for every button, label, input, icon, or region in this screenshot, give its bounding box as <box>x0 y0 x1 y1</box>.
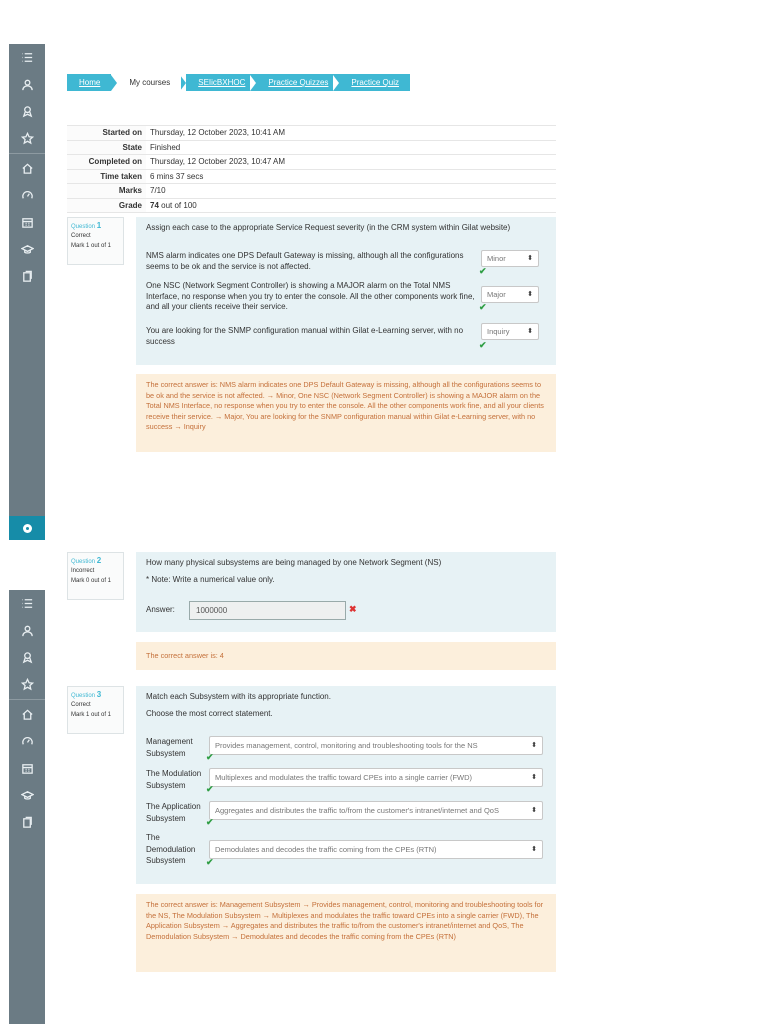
calendar-icon[interactable] <box>9 209 45 236</box>
select-arrow-icon: ⬍ <box>531 774 537 781</box>
incorrect-icon: ✖ <box>349 604 357 614</box>
sidebar-nav-2 <box>9 590 45 1024</box>
question-number: Question 3 <box>71 690 102 699</box>
check-icon: ✔ <box>206 817 214 827</box>
question-2-content <box>136 552 556 632</box>
question-1-info <box>67 217 124 265</box>
answer-row <box>146 601 546 621</box>
check-icon: ✔ <box>479 340 487 350</box>
question-3-content <box>136 686 556 884</box>
list-icon[interactable] <box>9 590 45 617</box>
breadcrumb-practice-quizzes[interactable]: Practice Quizzes <box>256 74 339 91</box>
table-row: Time taken 6 mins 37 secs <box>67 169 556 184</box>
function-select[interactable]: Multiplexes and modulates the traffic toward CPEs into a single carrier (FWD) ⬍ <box>209 768 543 787</box>
match-row: The Application Subsystem Aggregates and distributes the traffic to/from the customer's intranet/internet and QoS ⬍ ✔ <box>146 801 546 831</box>
dashboard-icon[interactable] <box>9 728 45 755</box>
question-text: Assign each case to the appropriate Service Request severity (in the CRM system within Gilat website) <box>146 223 511 232</box>
courses-icon[interactable] <box>9 236 45 263</box>
question-state: Incorrect <box>71 568 95 574</box>
badges-icon[interactable] <box>9 98 45 125</box>
question-mark: Mark 1 out of 1 <box>71 712 112 718</box>
severity-select[interactable]: Minor ⬍ <box>481 250 539 267</box>
function-select[interactable]: Aggregates and distributes the traffic to/from the customer's intranet/internet and QoS ⬍ <box>209 801 543 820</box>
severity-select[interactable]: Inquiry ⬍ <box>481 323 539 340</box>
select-arrow-icon: ⬍ <box>531 742 537 749</box>
check-icon: ✔ <box>479 302 487 312</box>
answer-input[interactable]: 1000000 <box>189 601 346 620</box>
question-2-info <box>67 552 124 600</box>
participants-icon[interactable] <box>9 71 45 98</box>
breadcrumb-practice-quiz[interactable]: Practice Quiz <box>339 74 410 91</box>
info-icon <box>23 524 32 533</box>
files-icon[interactable] <box>9 809 45 836</box>
list-icon[interactable] <box>9 44 45 71</box>
question-number: Question 2 <box>71 556 102 565</box>
files-icon[interactable] <box>9 263 45 290</box>
participants-icon[interactable] <box>9 617 45 644</box>
severity-select[interactable]: Major ⬍ <box>481 286 539 303</box>
star-icon[interactable] <box>9 671 45 698</box>
check-icon: ✔ <box>206 784 214 794</box>
table-row: Grade 74 out of 100 <box>67 198 556 213</box>
select-arrow-icon: ⬍ <box>527 255 533 262</box>
answer-label: Answer: <box>146 605 175 614</box>
active-item[interactable] <box>9 516 45 540</box>
question-mark: Mark 0 out of 1 <box>71 578 112 584</box>
calendar-icon[interactable] <box>9 755 45 782</box>
table-row: Completed on Thursday, 12 October 2023, 10:47 AM <box>67 155 556 170</box>
question-number: Question 1 <box>71 221 102 230</box>
function-select[interactable]: Provides management, control, monitoring and troubleshooting tools for the NS ⬍ <box>209 736 543 755</box>
check-icon: ✔ <box>206 752 214 762</box>
home-icon[interactable] <box>9 155 45 182</box>
table-row: State Finished <box>67 140 556 155</box>
dashboard-icon[interactable] <box>9 182 45 209</box>
question-text: Match each Subsystem with its appropriate function. <box>146 692 331 701</box>
question-note: * Note: Write a numerical value only. <box>146 574 275 584</box>
courses-icon[interactable] <box>9 782 45 809</box>
question-1-feedback: The correct answer is: NMS alarm indicates one DPS Default Gateway is missing, although all the configurations seems to be ok and the service is not affected. → Minor, One NSC (Network Segment Controller) is showing a MAJOR alarm on the Total NMS Interface, no response when you try to enter the console. All the other components work fine, and all your clients receive their service. → Major, You are looking for the SNMP configuration manual within Gilat e-Learning server, with no success → Inquiry <box>136 374 556 452</box>
check-icon: ✔ <box>206 857 214 867</box>
select-arrow-icon: ⬍ <box>531 846 537 853</box>
question-mark: Mark 1 out of 1 <box>71 243 112 249</box>
question-1-content: Assign each case to the appropriate Service Request severity (in the CRM system within Gilat website) NMS alarm indicates one DPS Default Gateway is missing, although all the configurations seems to be ok and the service is not affected. Minor ⬍ ✔ One NSC (Network Segment Controller) is showing a MAJOR alarm on the Total NMS Interface, no response when you try to enter the console. All the other components work fine, and all your clients receive their service. Major ⬍ ✔ You are looking for the SNMP configuration manual within Gilat e-Learning server, with no success Inquiry ⬍ ✔ <box>136 217 556 365</box>
breadcrumb-my-courses[interactable]: My courses <box>117 74 181 91</box>
breadcrumb-course[interactable]: SEIicBXHOC <box>186 74 256 91</box>
select-arrow-icon: ⬍ <box>527 291 533 298</box>
home-icon[interactable] <box>9 701 45 728</box>
select-arrow-icon: ⬍ <box>531 807 537 814</box>
question-3-feedback: The correct answer is: Management Subsystem → Provides management, control, monitoring and troubleshooting tools for the NS, The Modulation Subsystem → Multiplexes and modulates the traffic toward CPEs into a single carrier (FWD), The Application Subsystem → Aggregates and distributes the traffic to/from the customer's intranet/internet and QoS, The Demodulation Subsystem → Demodulates and decodes the traffic coming from the CPEs (RTN) <box>136 894 556 972</box>
question-state: Correct <box>71 233 91 239</box>
sidebar-nav <box>9 44 45 540</box>
question-text: How many physical subsystems are being managed by one Network Segment (NS) <box>146 558 442 567</box>
attempt-summary-table <box>67 125 556 213</box>
check-icon: ✔ <box>479 266 487 276</box>
table-row: Started on Thursday, 12 October 2023, 10:41 AM <box>67 126 556 141</box>
star-icon[interactable] <box>9 125 45 152</box>
breadcrumb-home[interactable]: Home <box>67 74 111 91</box>
select-arrow-icon: ⬍ <box>527 328 533 335</box>
function-select[interactable]: Demodulates and decodes the traffic coming from the CPEs (RTN) ⬍ <box>209 840 543 859</box>
question-2-feedback: The correct answer is: 4 <box>136 642 556 670</box>
question-3-info <box>67 686 124 734</box>
table-row: Marks 7/10 <box>67 184 556 199</box>
question-state: Correct <box>71 702 91 708</box>
match-row: The Demodulation Subsystem Demodulates and decodes the traffic coming from the CPEs (RTN) ⬍ ✔ <box>146 832 546 872</box>
breadcrumb <box>67 74 410 91</box>
match-row: The Modulation Subsystem Multiplexes and modulates the traffic toward CPEs into a single carrier (FWD) ⬍ ✔ <box>146 768 546 798</box>
badges-icon[interactable] <box>9 644 45 671</box>
match-row: Management Subsystem Provides management, control, monitoring and troubleshooting tools for the NS ⬍ ✔ <box>146 736 546 766</box>
question-instruction: Choose the most correct statement. <box>146 708 273 718</box>
